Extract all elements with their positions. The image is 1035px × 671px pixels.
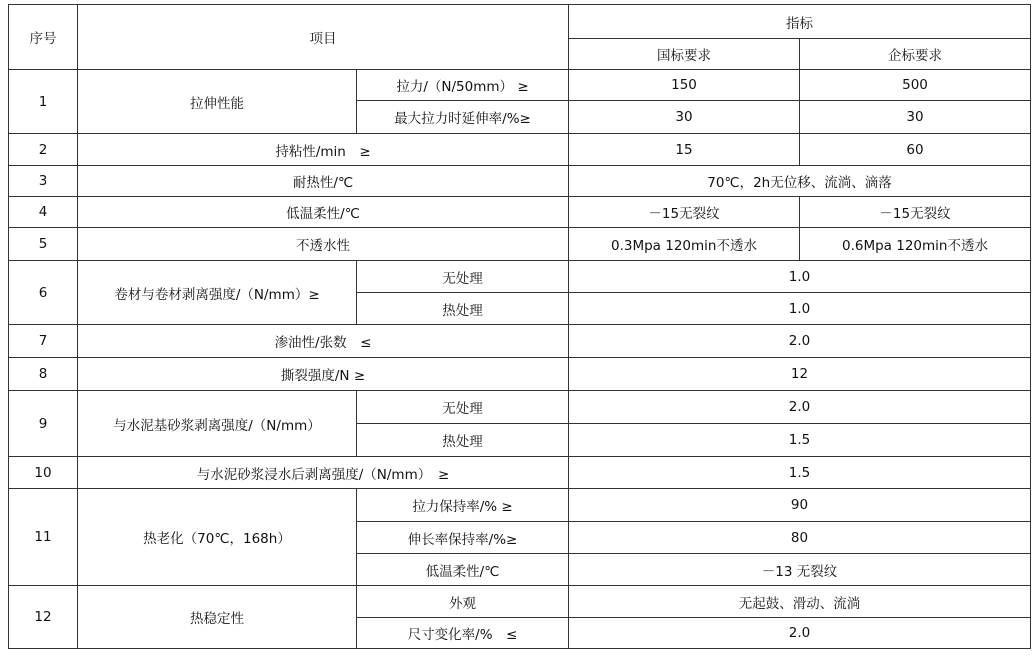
table-row [9,325,1031,358]
national-value: 30 [569,101,800,134]
header-enterprise: 企标要求 [800,39,1031,70]
shared-value: 80 [569,522,1031,554]
header-seq: 序号 [9,5,78,70]
national-value: －15无裂纹 [569,197,800,228]
row-subitem: 无处理 [357,391,569,424]
table-row [9,228,1031,261]
header-item: 项目 [78,5,569,70]
enterprise-value: 0.6Mpa 120min不透水 [800,228,1031,261]
row-subitem: 外观 [357,586,569,618]
table-row [9,134,1031,166]
row-subitem: 拉力保持率/% ≥ [357,489,569,522]
shared-value: 无起鼓、滑动、流淌 [569,586,1031,618]
table-row [9,391,1031,424]
shared-value: 70℃，2h无位移、流淌、滴落 [569,166,1031,197]
shared-value: 90 [569,489,1031,522]
row-number: 11 [9,489,78,586]
header-national: 国标要求 [569,39,800,70]
row-subitem: 低温柔性/℃ [357,554,569,586]
enterprise-value: －15无裂纹 [800,197,1031,228]
row-subitem: 无处理 [357,261,569,293]
row-number: 3 [9,166,78,197]
table-row [9,166,1031,197]
row-subitem: 最大拉力时延伸率/%≥ [357,101,569,134]
shared-value: 1.5 [569,424,1031,457]
shared-value: 1.0 [569,293,1031,325]
row-item: 不透水性 [78,228,569,261]
row-number: 9 [9,391,78,457]
row-number: 5 [9,228,78,261]
row-item: 拉伸性能 [78,70,357,134]
row-item: 卷材与卷材剥离强度/（N/mm）≥ [78,261,357,325]
header-row [9,5,1031,39]
row-item: 与水泥砂浆浸水后剥离强度/（N/mm） ≥ [78,457,569,489]
table-row [9,489,1031,522]
row-item: 渗油性/张数 ≤ [78,325,569,358]
row-subitem: 尺寸变化率/% ≤ [357,618,569,649]
row-number: 7 [9,325,78,358]
row-number: 12 [9,586,78,649]
row-subitem: 热处理 [357,424,569,457]
shared-value: －13 无裂纹 [569,554,1031,586]
table-row [9,457,1031,489]
row-subitem: 拉力/（N/50mm） ≥ [357,70,569,101]
table-row [9,197,1031,228]
table-row [9,586,1031,618]
row-item: 与水泥基砂浆剥离强度/（N/mm） [78,391,357,457]
enterprise-value: 500 [800,70,1031,101]
row-item: 持粘性/min ≥ [78,134,569,166]
row-item: 撕裂强度/N ≥ [78,358,569,391]
spec-table [8,4,1031,649]
shared-value: 1.5 [569,457,1031,489]
row-item: 耐热性/℃ [78,166,569,197]
row-subitem: 热处理 [357,293,569,325]
enterprise-value: 60 [800,134,1031,166]
header-index: 指标 [569,5,1031,39]
shared-value: 2.0 [569,391,1031,424]
shared-value: 2.0 [569,618,1031,649]
shared-value: 12 [569,358,1031,391]
row-number: 2 [9,134,78,166]
row-item: 热稳定性 [78,586,357,649]
row-number: 6 [9,261,78,325]
table-row [9,261,1031,293]
enterprise-value: 30 [800,101,1031,134]
shared-value: 2.0 [569,325,1031,358]
row-number: 1 [9,70,78,134]
row-item: 低温柔性/℃ [78,197,569,228]
row-number: 8 [9,358,78,391]
row-number: 10 [9,457,78,489]
national-value: 15 [569,134,800,166]
row-number: 4 [9,197,78,228]
shared-value: 1.0 [569,261,1031,293]
table-row [9,358,1031,391]
national-value: 0.3Mpa 120min不透水 [569,228,800,261]
national-value: 150 [569,70,800,101]
row-item: 热老化（70℃，168h） [78,489,357,586]
row-subitem: 伸长率保持率/%≥ [357,522,569,554]
table-row [9,70,1031,101]
